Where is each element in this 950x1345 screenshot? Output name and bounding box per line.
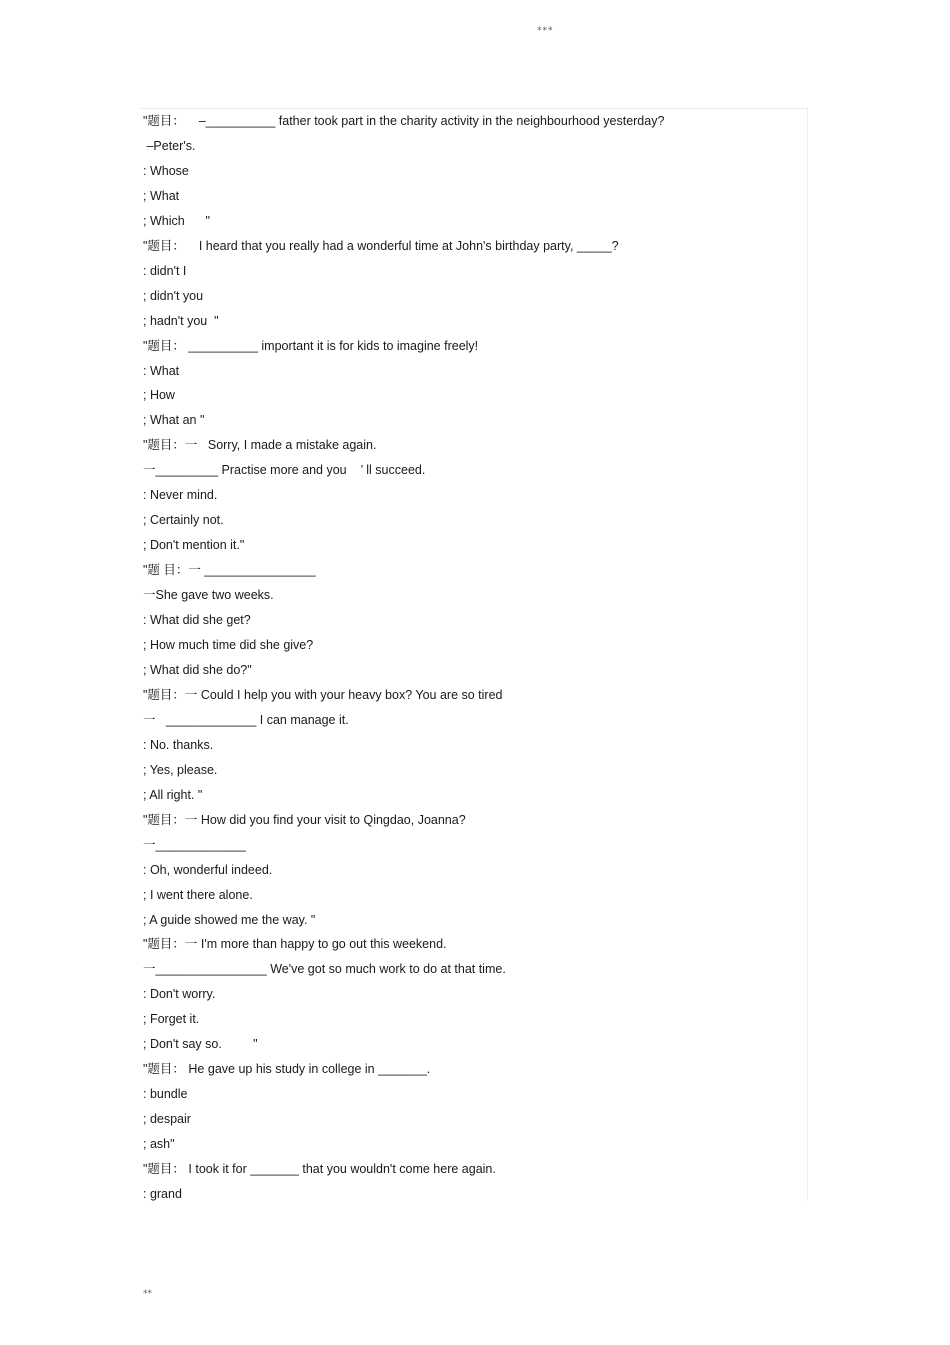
text-line: "题目：一 I'm more than happy to go out this weekend. [143,937,447,952]
text-line: ; How [143,388,175,403]
text-line: ; Don't mention it." [143,538,245,553]
text-line: ; All right. " [143,787,203,802]
text-line: "题目： __________ important it is for kids to imagine freely! [143,338,479,353]
text-line: ; What did she do?" [143,662,252,677]
page-header-mark: *** [537,26,554,36]
text-line: ; hadn't you " [143,313,219,328]
text-line: ; What an " [143,413,205,428]
text-line: ; Yes, please. [143,762,218,777]
text-line: "题目： I heard that you really had a wonderful time at John's birthday party, _____? [143,238,619,253]
text-line: "题目：一 Sorry, I made a mistake again. [143,438,377,453]
text-line: "题目： –__________ father took part in the charity activity in the neighbourhood yesterday? [143,114,665,128]
text-line: : What did she get? [143,613,251,628]
text-line: ; Forget it. [143,1012,200,1027]
text-line: : grand [143,1186,182,1201]
text-line: : Never mind. [143,488,218,503]
text-line: : bundle [143,1087,188,1102]
text-line: : What [143,363,180,378]
text-line: ; What [143,188,180,203]
text-line: : didn't I [143,263,187,278]
page-footer-mark: ** [143,1289,152,1299]
question-list [140,108,808,1201]
text-line: ; ash" [143,1137,175,1152]
text-line: ; Don't say so. " [143,1037,258,1052]
text-line: 一________________ We've got so much work to do at that time. [143,962,506,977]
text-line: "题目：一 Could I help you with your heavy box? You are so tired [143,687,503,702]
text-line: : Whose [143,163,189,178]
text-line: : No. thanks. [143,737,214,752]
text-line: : Don't worry. [143,987,216,1002]
text-line: ; despair [143,1112,191,1127]
text-line: ; Which " [143,213,210,228]
text-line: "题目：一 How did you find your visit to Qingdao, Joanna? [143,812,466,827]
text-line: ; A guide showed me the way. " [143,912,316,927]
question-lines [143,112,807,1201]
text-line: "题目： I took it for _______ that you wouldn't come here again. [143,1162,496,1177]
text-line: ; I went there alone. [143,887,253,902]
text-line: 一_____________ [143,837,246,852]
text-line: 一_________ Practise more and you ’ ll succeed. [143,463,426,478]
text-line: –Peter's. [143,138,196,153]
text-line: 一She gave two weeks. [143,588,274,603]
text-line: ; Certainly not. [143,513,224,528]
text-line: "题目： He gave up his study in college in _______. [143,1062,431,1077]
text-line: ; How much time did she give? [143,638,314,653]
text-line: : Oh, wonderful indeed. [143,862,273,877]
text-line: "题 目：一 ________________ [143,563,316,578]
text-line: ; didn't you [143,288,204,303]
text-line: 一 _____________ I can manage it. [143,712,349,727]
